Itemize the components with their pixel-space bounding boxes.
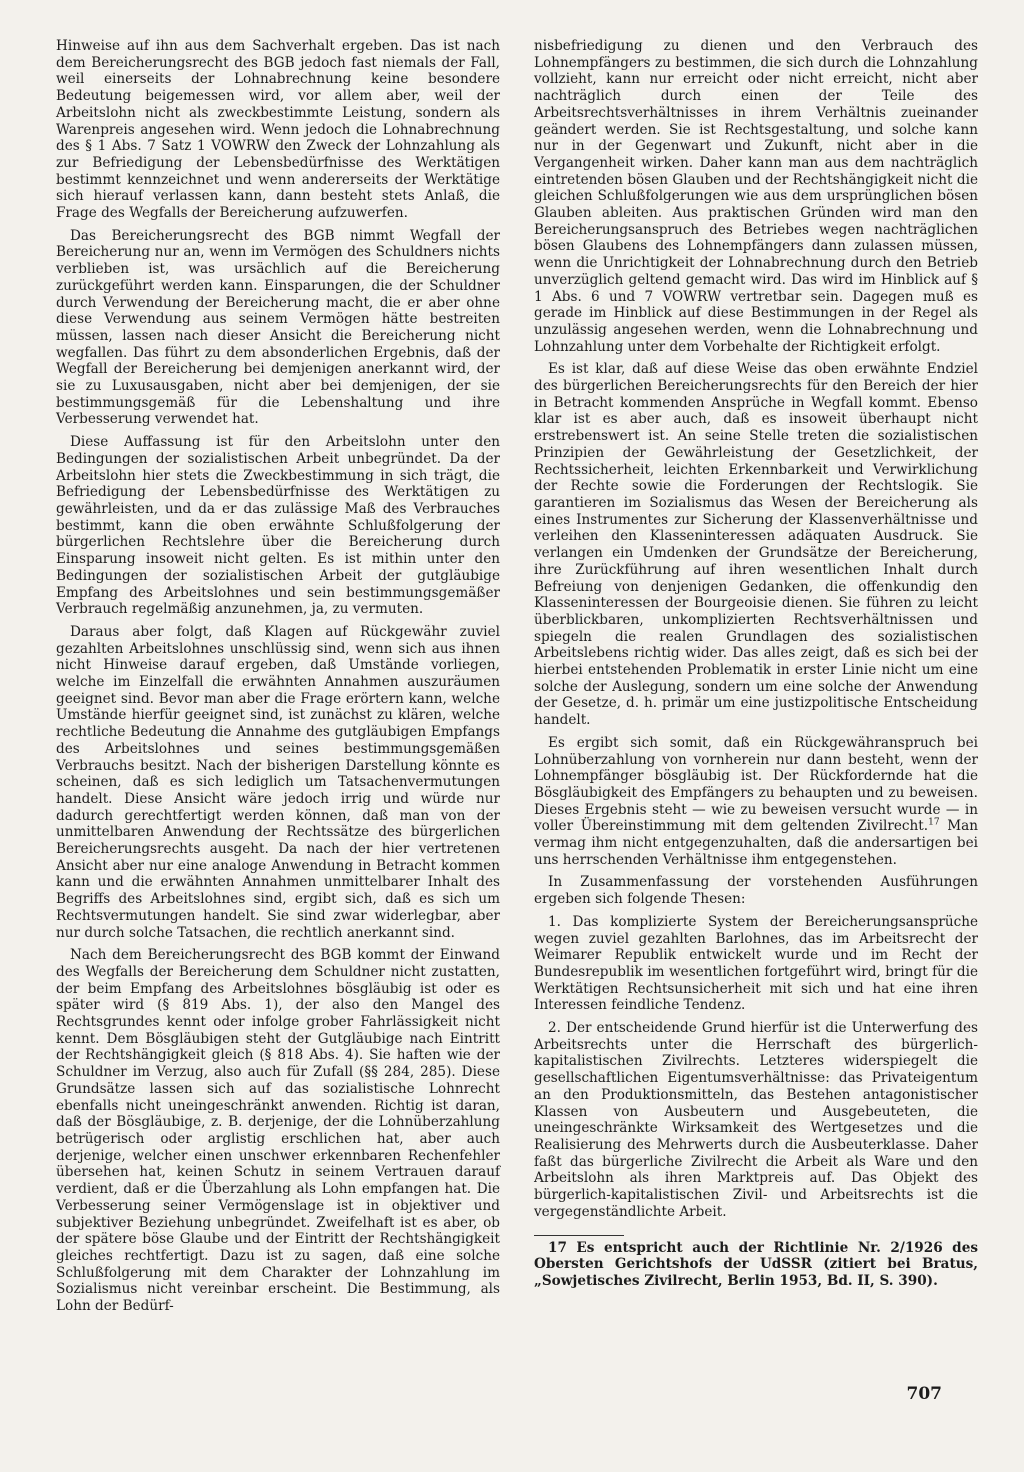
paragraph: In Zusammenfassung der vorstehenden Ausführungen ergeben sich folgende Thesen: <box>534 874 978 908</box>
paragraph <box>534 735 978 869</box>
paragraph: Hinweise auf ihn aus dem Sachverhalt ergeben. Das ist nach dem Bereicherungsrecht des BGB jedoch fast niemals der Fall, weil einerseits der Lohnabrechnung keine besondere Bedeutung beigemessen wird, vor allem aber, weil der Arbeitslohn nicht als zweckbestimmte Leistung, sondern als Warenpreis angesehen wird. Wenn jedoch die Lohnabrechnung des § 1 Abs. 7 Satz 1 VOWRW den Zweck der Lohnzahlung als zur Befriedigung der Lebensbedürfnisse des Werktätigen bestimmt kennzeichnet und wenn andererseits der Werktätige sich hierauf verlassen kann, dann besteht stets Anlaß, die Frage des Wegfalls der Bereicherung aufzuwerfen. <box>56 38 500 222</box>
paragraph: Nach dem Bereicherungsrecht des BGB kommt der Einwand des Wegfalls der Bereicherung dem Schuldner nicht zustatten, der beim Empfang des Arbeitslohnes bösgläubig ist oder es später wird (§ 819 Abs. 1), der also den Mangel des Rechtsgrundes kennt oder infolge grober Fahrlässigkeit nicht kennt. Dem Bösgläubigen steht der Gutgläubige nach Eintritt der Rechtshängigkeit gleich (§ 818 Abs. 4). Sie haften wie der Schuldner im Verzug, also auch für Zufall (§§ 284, 285). Diese Grundsätze lassen sich auf das sozialistische Lohnrecht ebenfalls nicht uneingeschränkt anwenden. Richtig ist daran, daß der Bösgläubige, z. B. derjenige, der die Lohnüberzahlung betrügerisch oder arglistig erschlichen hat, aber auch derjenige, welcher einen unschwer erkennbaren Rechenfehler übersehen hat, keinen Schutz in seinem Vertrauen darauf verdient, daß er die Überzahlung als Lohn empfangen hat. Die Verbesserung seiner Vermögenslage ist in objektiver und subjektiver Beziehung unbegründet. Zweifelhaft ist es aber, ob der spätere böse Glaube und der Eintritt der Rechtshängigkeit gleiches rechtfertigt. Dazu ist zu sagen, daß eine solche Schlußfolgerung mit dem Charakter der Lohnzahlung im Sozialismus nicht vereinbar erscheint. Die Bestimmung, als Lohn der Bedürf- <box>56 947 500 1315</box>
paragraph: nisbefriedigung zu dienen und den Verbrauch des Lohnempfängers zu bestimmen, die sich durch die Lohnzahlung vollzieht, kann nur erreicht oder nicht erreicht, nicht aber nachträglich durch einen der Teile des Arbeitsrechtsverhältnisses in ihrem Verhältnis zueinander geändert werden. Sie ist Rechtsgestaltung, und solche kann nur in der Gegenwart und Zukunft, nicht aber in die Vergangenheit wirken. Daher kann man aus dem nachträglich eintretenden bösen Glauben und der Rechtshängigkeit nicht die gleichen Schlußfolgerungen wie aus dem ursprünglichen bösen Glauben ableiten. Aus praktischen Gründen wird man den Bereicherungsanspruch des Betriebes wegen nachträglichen bösen Glaubens des Lohnempfängers dann zulassen müssen, wenn die Unrichtigkeit der Lohnabrechnung durch den Betrieb unverzüglich geltend gemacht wird. Das wird im Hinblick auf § 1 Abs. 6 und 7 VOWRW vertretbar sein. Dagegen muß es gerade im Hinblick auf diese Bestimmungen in der Regel als unzulässig angesehen werden, wenn die Lohnabrechnung und Lohnzahlung unter dem Vorbehalte der Richtigkeit erfolgt. <box>534 38 978 355</box>
paragraph: Es ist klar, daß auf diese Weise das oben erwähnte Endziel des bürgerlichen Bereicherungsrechts für den Bereich der hier in Betracht kommenden Ansprüche in Wegfall kommt. Ebenso klar ist es aber auch, daß es insoweit überhaupt nicht erstrebenswert ist. An seine Stelle treten die sozialistischen Prinzipien der Gewährleistung der Gesetzlichkeit, der Rechtssicherheit, leichten Erkennbarkeit und Verwirklichung der Rechte sowie die Forderungen der Rechtslogik. Sie garantieren im Sozialismus das Wesen der Bereicherung als eines Instrumentes zur Sicherung der Klassenverhältnisse und verleihen den Klasseninteressen adäquaten Ausdruck. Sie verlangen ein Umdenken der Grundsätze der Bereicherung, ihre Zurückführung auf ihren wesentlichen Inhalt durch Befreiung von denjenigen Gedanken, die offenkundig den Klasseninteressen der Bourgeoisie dienen. Sie führen zu leicht überblickbaren, unkomplizierten Rechtsverhältnissen und spiegeln die realen Grundlagen des sozialistischen Arbeitslebens richtig wider. Das alles zeigt, daß es sich bei der hierbei entstehenden Problematik in erster Linie nicht um eine solche der Auslegung, sondern um eine solche der Anwendung der Gesetze, d. h. primär um eine justizpolitische Entscheidung handelt. <box>534 361 978 729</box>
paragraph: Diese Auffassung ist für den Arbeitslohn unter den Bedingungen der sozialistischen Arbeit unbegründet. Da der Arbeitslohn hier stets die Zweckbestimmung in sich trägt, die Befriedigung der Lebensbedürfnisse des Werktätigen zu gewährleisten, und da er das zulässige Maß des Verbrauches bestimmt, kann die oben erwähnte Schlußfolgerung der bürgerlichen Rechtslehre über die Bereicherung durch Einsparung insoweit nicht gelten. Es ist mithin unter den Bedingungen der sozialistischen Arbeit der gutgläubige Empfang des Arbeitslohnes und sein bestimmungsgemäßer Verbrauch regelmäßig anzunehmen, ja, zu vermuten. <box>56 434 500 618</box>
page-number: 707 <box>906 1384 942 1404</box>
two-column-text <box>56 38 978 1315</box>
thesis-1: 1. Das komplizierte System der Bereicherungsansprüche wegen zuviel gezahlten Barlohnes, das im Arbeitsrecht der Weimarer Republik entwickelt wurde und im Recht der Bundesrepublik im wesentlichen fortgeführt wird, bringt für die Werktätigen Rechtsunsicherheit mit sich und hat eine ihren Interessen feindliche Tendenz. <box>534 913 978 1014</box>
paragraph-text: Es ergibt sich somit, daß ein Rückgewähranspruch bei Lohnüberzahlung von vornherein nur dann besteht, wenn der Lohnempfänger bösgläubig ist. Der Rückfordernde hat die Bösgläubigkeit des Empfängers zu behaupten und zu beweisen. Dieses Ergebnis steht — wie zu beweisen versucht wurde — in voller Übereinstimmung mit dem geltenden Zivilrecht. <box>534 734 978 835</box>
paragraph: Das Bereicherungsrecht des BGB nimmt Wegfall der Bereicherung nur an, wenn im Vermögen des Schuldners nichts verblieben ist, was ursächlich auf die Bereicherung zurückgeführt werden kann. Einsparungen, die der Schuldner durch Verwendung der Bereicherung macht, die er aber ohne diese Verwendung aus seinem Vermögen hätte bestreiten müssen, lassen nach dieser Ansicht die Bereicherung nicht wegfallen. Das führt zu dem absonderlichen Ergebnis, daß der Wegfall der Bereicherung bei demjenigen anerkannt wird, der sie zu Luxusausgaben, nicht aber bei demjenigen, der sie bestimmungsgemäß für die Lebenshaltung und ihre Verbesserung verwendet hat. <box>56 227 500 428</box>
paragraph-text-tail: Man vermag ihm nicht entgegenzuhalten, daß die andersartigen bei uns herrschenden Verhältnisse ihm entgegenstehen. <box>534 818 978 868</box>
footnote: 17 Es entspricht auch der Richtlinie Nr. 2/1926 des Obersten Gerichtshofs der UdSSR (zitiert bei Bratus, „Sowjetisches Zivilrecht, Berlin 1953, Bd. II, S. 390). <box>534 1239 978 1289</box>
footnote-divider <box>534 1235 624 1236</box>
thesis-2: 2. Der entscheidende Grund hierfür ist die Unterwerfung des Arbeitsrechts unter die Herrschaft des bürgerlich-kapitalistischen Zivilrechts. Letzteres widerspiegelt die gesellschaftlichen Eigentumsverhältnisse: das Privateigentum an den Produktionsmitteln, das Bestehen antagonistischer Klassen von Ausbeutern und Ausgebeuteten, die uneingeschränkte Wirksamkeit des Wertgesetzes und die Realisierung des Mehrwerts durch die Ausbeuterklasse. Daher faßt das bürgerliche Zivilrecht die Arbeit als Ware und den Arbeitslohn als ihren Marktpreis auf. Das Objekt des bürgerlich-kapitalistischen Zivil- und Arbeitsrechts ist die vergegenständlichte Arbeit. <box>534 1020 978 1220</box>
right-column <box>534 38 978 1290</box>
paragraph: Daraus aber folgt, daß Klagen auf Rückgewähr zuviel gezahlten Arbeitslohnes unschlüssig sind, wenn sich aus ihnen nicht Hinweise darauf ergeben, daß Umstände vorliegen, welche im Einzelfall die erwähnten Annahmen auszuräumen geeignet sind. Bevor man aber die Frage erörtern kann, welche Umstände hierfür geeignet sind, ist zunächst zu klären, welche rechtliche Bedeutung die Annahme des gutgläubigen Empfangs des Arbeitslohnes und seines bestimmungsgemäßen Verbrauchs besitzt. Nach der bisherigen Darstellung könnte es scheinen, daß es sich lediglich um Tatsachenvermutungen handelt. Diese Ansicht wäre jedoch irrig und würde nur dadurch gerechtfertigt werden können, daß man von der unmittelbaren Anwendung der Rechtssätze des bürgerlichen Bereicherungsrechts ausgeht. Da nach der hier vertretenen Ansicht aber nur eine analoge Anwendung in Betracht kommen kann und die erwähnten Annahmen unmittelbarer Inhalt des Begriffs des Arbeitslohnes sind, ergibt sich, daß es sich um Rechtsvermutungen handelt. Sie sind zwar widerlegbar, aber nur durch solche Tatsachen, die rechtlich anerkannt sind. <box>56 623 500 941</box>
left-column <box>56 38 500 1315</box>
footnote-reference: 17 <box>928 817 940 828</box>
